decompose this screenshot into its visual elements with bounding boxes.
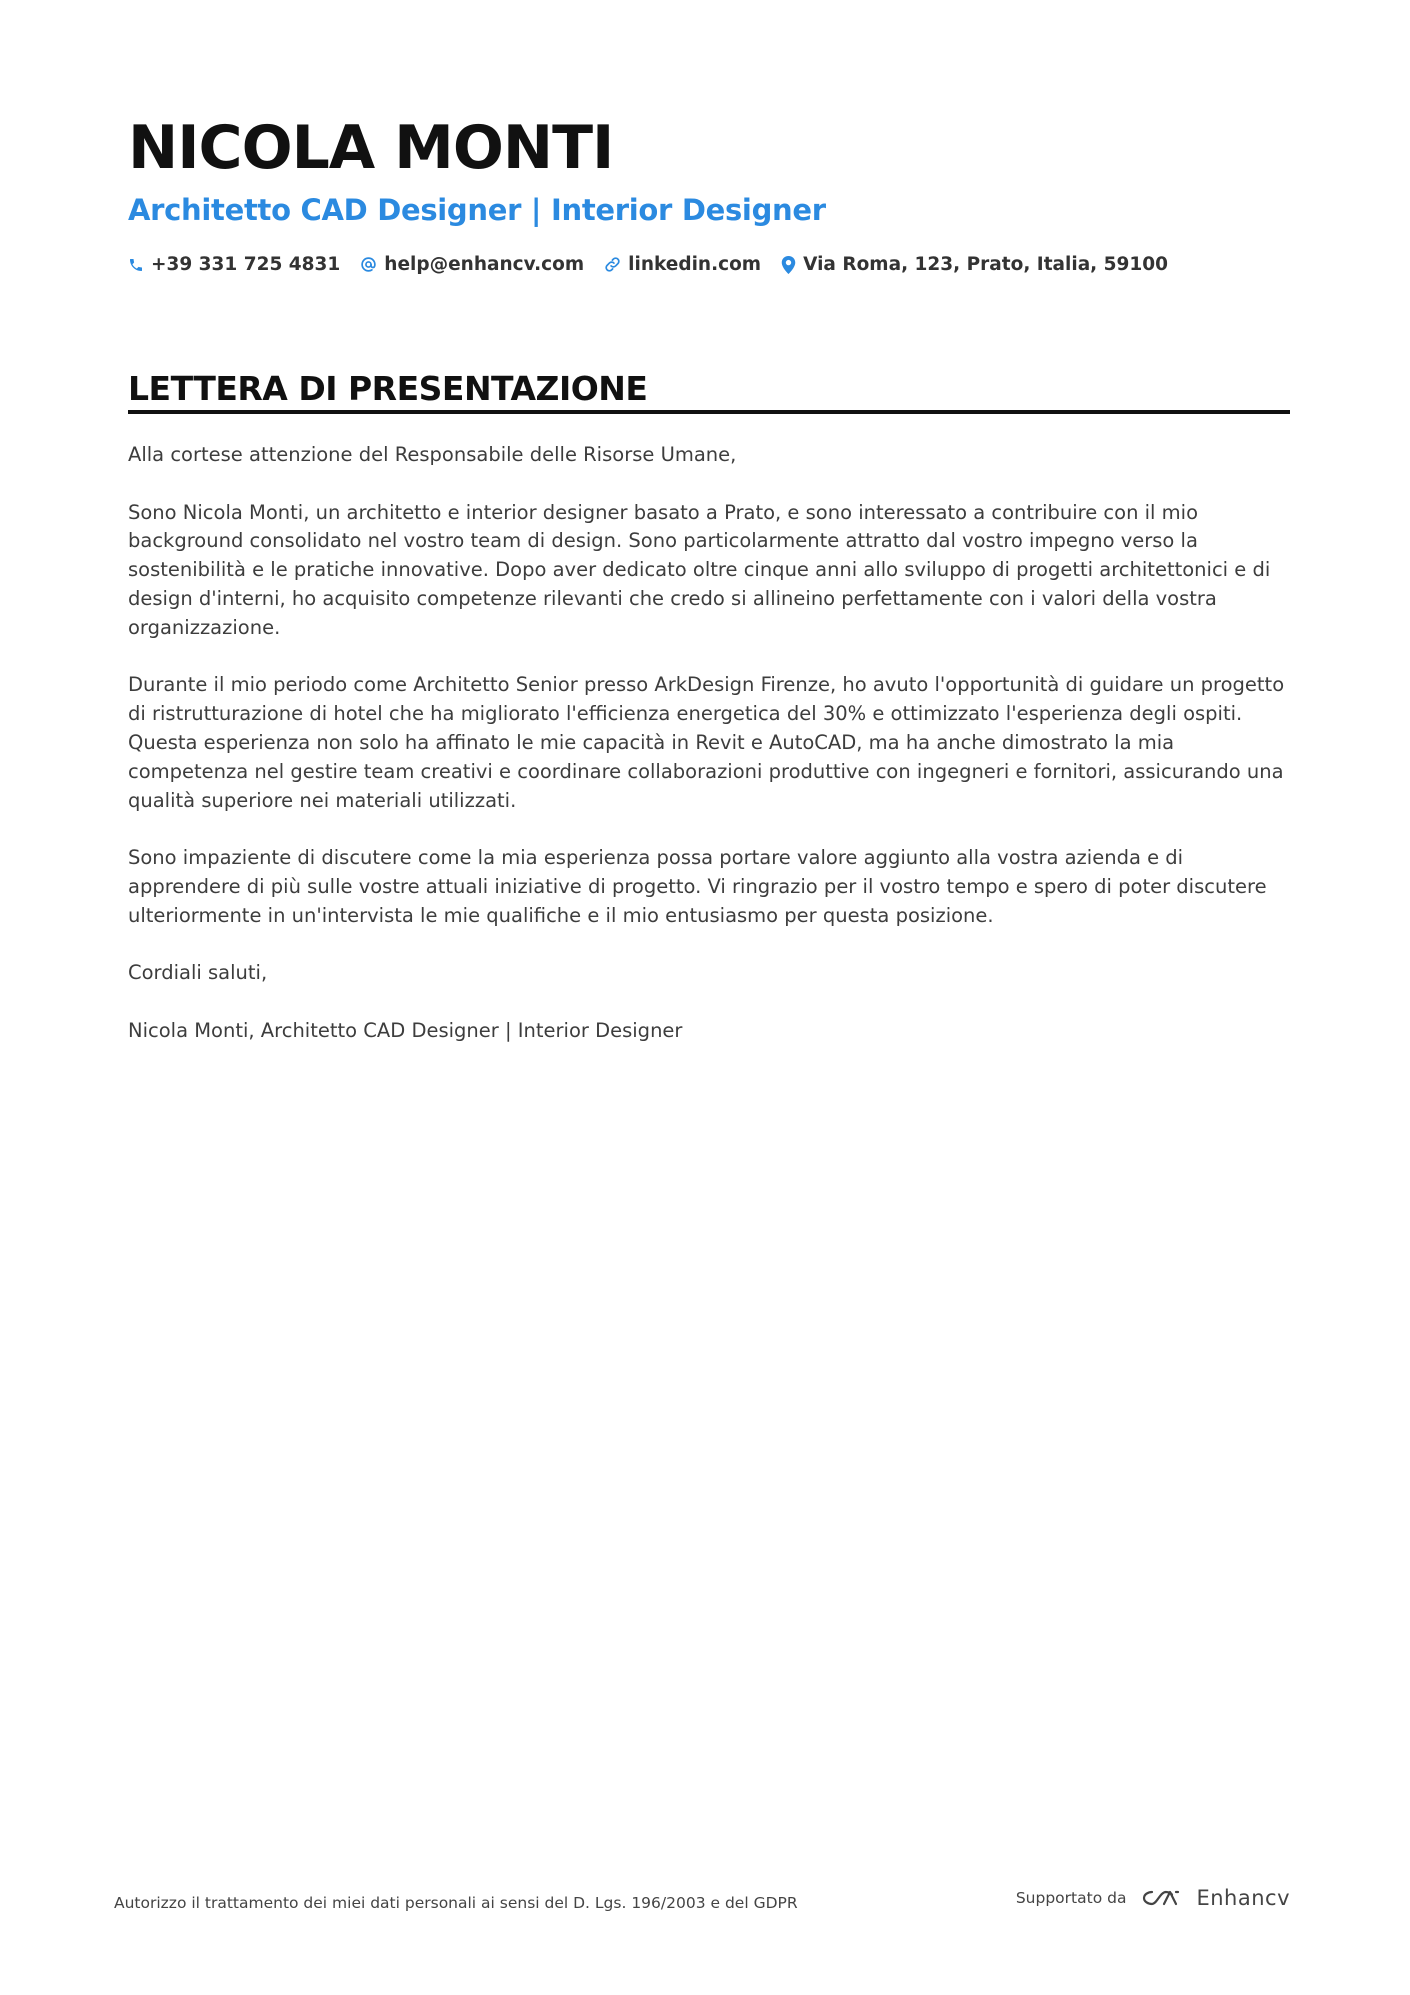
letter-body xyxy=(128,441,1290,1075)
contact-bar xyxy=(128,254,1168,275)
contact-phone[interactable] xyxy=(128,254,340,275)
location-pin-icon xyxy=(781,256,796,274)
contact-email-text: help@enhancv.com xyxy=(384,254,585,275)
link-icon xyxy=(604,256,621,273)
powered-by-label: Supportato da xyxy=(1015,1889,1127,1907)
contact-address xyxy=(781,254,1168,275)
letter-paragraph-2: Durante il mio periodo come Architetto Senior presso ArkDesign Firenze, ho avuto l'opportunità di guidare un progetto di ristrutturazione di hotel che ha migliorato l'efficienza energetica del 30% e ottimizzato l'esperienza degli ospiti. Questa esperienza non solo ha affinato le mie capacità in Revit e AutoCAD, ma ha anche dimostrato la mia competenza nel gestire team creativi e coordinare collaborazioni produttive con ingegneri e fornitori, assicurando una qualità superiore nei materiali utilizzati. xyxy=(128,673,1285,812)
letter-paragraph-3: Sono impaziente di discutere come la mia esperienza possa portare valore aggiunto alla vostra azienda e di apprendere di più sulle vostre attuali iniziative di progetto. Vi ringrazio per il vostro tempo e spero di poter discutere ulteriormente in un'intervista le mie qualifiche e il mio entusiasmo per questa posizione. xyxy=(128,846,1267,927)
enhancv-logo-icon xyxy=(1138,1886,1184,1910)
letter-greeting: Alla cortese attenzione del Responsabile delle Risorse Umane, xyxy=(128,443,737,466)
letter-paragraph-1: Sono Nicola Monti, un architetto e interior designer basato a Prato, e sono interessato a contribuire con il mio background consolidato nel vostro team di design. Sono particolarmente attratto dal vostro impegno verso la sostenibilità e le pratiche innovative. Dopo aver dedicato oltre cinque anni allo sviluppo di progetti architettonici e di design d'interni, ho acquisito competenze rilevanti che credo si allineino perfettamente con i valori della vostra organizzazione. xyxy=(128,500,1271,639)
contact-email[interactable] xyxy=(360,254,584,275)
enhancv-brand: Enhancv xyxy=(1196,1886,1290,1910)
powered-by[interactable] xyxy=(1016,1886,1290,1910)
section-divider xyxy=(128,410,1290,414)
phone-icon xyxy=(128,257,144,273)
contact-address-text: Via Roma, 123, Prato, Italia, 59100 xyxy=(803,254,1169,275)
contact-linkedin-text: linkedin.com xyxy=(628,254,762,275)
contact-phone-text: +39 331 725 4831 xyxy=(151,254,341,275)
section-title: LETTERA DI PRESENTAZIONE xyxy=(128,369,648,408)
letter-closing: Cordiali saluti, xyxy=(128,961,268,985)
contact-linkedin[interactable] xyxy=(604,254,761,275)
letter-signature: Nicola Monti, Architetto CAD Designer | Interior Designer xyxy=(128,1018,683,1042)
candidate-title: Architetto CAD Designer | Interior Designer xyxy=(128,193,826,227)
at-icon xyxy=(360,256,377,273)
gdpr-consent: Autorizzo il trattamento dei miei dati personali ai sensi del D. Lgs. 196/2003 e del GDPR xyxy=(114,1894,798,1912)
candidate-name: NICOLA MONTI xyxy=(128,113,614,183)
